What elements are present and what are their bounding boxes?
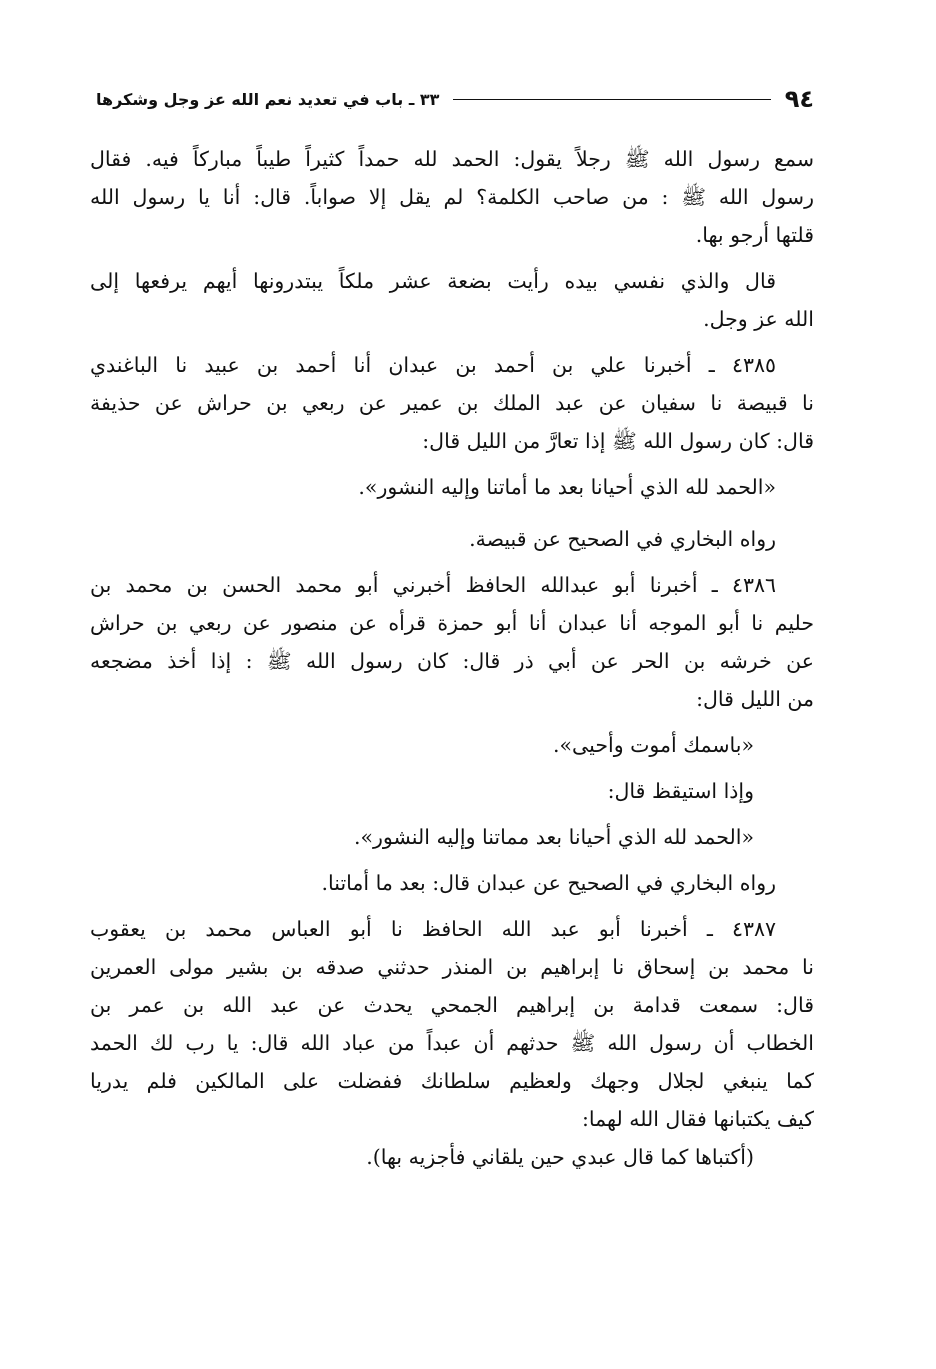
text-line: كيف يكتبانها فقال الله لهما: [581, 1107, 814, 1131]
text-line: نا محمد بن إسحاق نا إبراهيم بن المنذر حدثني صدقه بن بشير مولى العمرين [90, 955, 814, 979]
quote-line: «الحمد لله الذي أحيانا بعد مماتنا وإليه النشور». [353, 825, 754, 849]
text-line: وإذا استيقظ قال: [607, 779, 754, 803]
quote-line: «الحمد لله الذي أحيانا بعد ما أماتنا وإليه النشور». [358, 475, 776, 499]
text-line: كما ينبغي لجلال وجهك ولعظيم سلطانك ففضلت على المالكين فلم يدريا [90, 1069, 814, 1093]
page-number: ٩٤ [784, 85, 814, 113]
hadith-4387-line: ٤٣٨٧ ـ أخبرنا أبو عبد الله الحافظ نا أبو العباس محمد بن يعقوب [90, 917, 776, 941]
text-line: سمع رسول الله ﷺ رجلاً يقول: الحمد لله حمداً كثيراً طيباً مباركاً فيه. فقال [90, 147, 814, 171]
text-line: قلتها أرجو بها. [695, 223, 814, 247]
running-title: ٣٣ ـ باب في تعديد نعم الله عز وجل وشكرها [96, 89, 440, 109]
text-line: رسول الله ﷺ : من صاحب الكلمة؟ لم يقل إلا صواباً. قال: أنا يا رسول الله [90, 185, 814, 209]
text-line: قال: كان رسول الله ﷺ إذا تعارَّ من الليل قال: [422, 429, 814, 453]
header-rule [453, 99, 770, 100]
text-line: من الليل قال: [696, 687, 814, 711]
quote-line: (أكتباها كما قال عبدي حين يلقاني فأجزيه بها). [366, 1145, 754, 1169]
text-line: الله عز وجل. [703, 307, 814, 331]
text-line: عن خرشه بن الحر عن أبي ذر قال: كان رسول الله ﷺ : إذا أخذ مضجعه [90, 649, 814, 673]
text-line: قال: سمعت قدامة بن إبراهيم الجمحي يحدث عن عبد الله بن عمر بن [90, 993, 814, 1017]
main-text [90, 140, 814, 1176]
quote-line: «باسمك أموت وأحيى». [553, 733, 754, 757]
page-header [96, 82, 814, 116]
text-line: رواه البخاري في الصحيح عن عبدان قال: بعد ما أماتنا. [321, 871, 776, 895]
text-line: حليم نا أبو الموجه أنا عبدان أنا أبو حمزة قرأه عن منصور عن ربعي بن حراش [90, 611, 814, 635]
hadith-4385-line: ٤٣٨٥ ـ أخبرنا علي بن أحمد بن عبدان أنا أحمد بن عبيد نا الباغندي [90, 353, 776, 377]
text-line: الخطاب أن رسول الله ﷺ حدثهم أن عبداً من عباد الله قال: يا رب لك الحمد [90, 1031, 814, 1055]
text-line: رواه البخاري في الصحيح عن قبيصة. [469, 527, 776, 551]
hadith-4386-line: ٤٣٨٦ ـ أخبرنا أبو عبدالله الحافظ أخبرني أبو محمد الحسن بن محمد بن [90, 573, 776, 597]
text-line: قال والذي نفسي بيده رأيت بضعة عشر ملكاً يبتدرونها أيهم يرفعها إلى [90, 269, 776, 293]
text-line: نا قبيصة نا سفيان عن عبد الملك بن عمير عن ربعي بن حراش عن حذيفة [90, 391, 814, 415]
